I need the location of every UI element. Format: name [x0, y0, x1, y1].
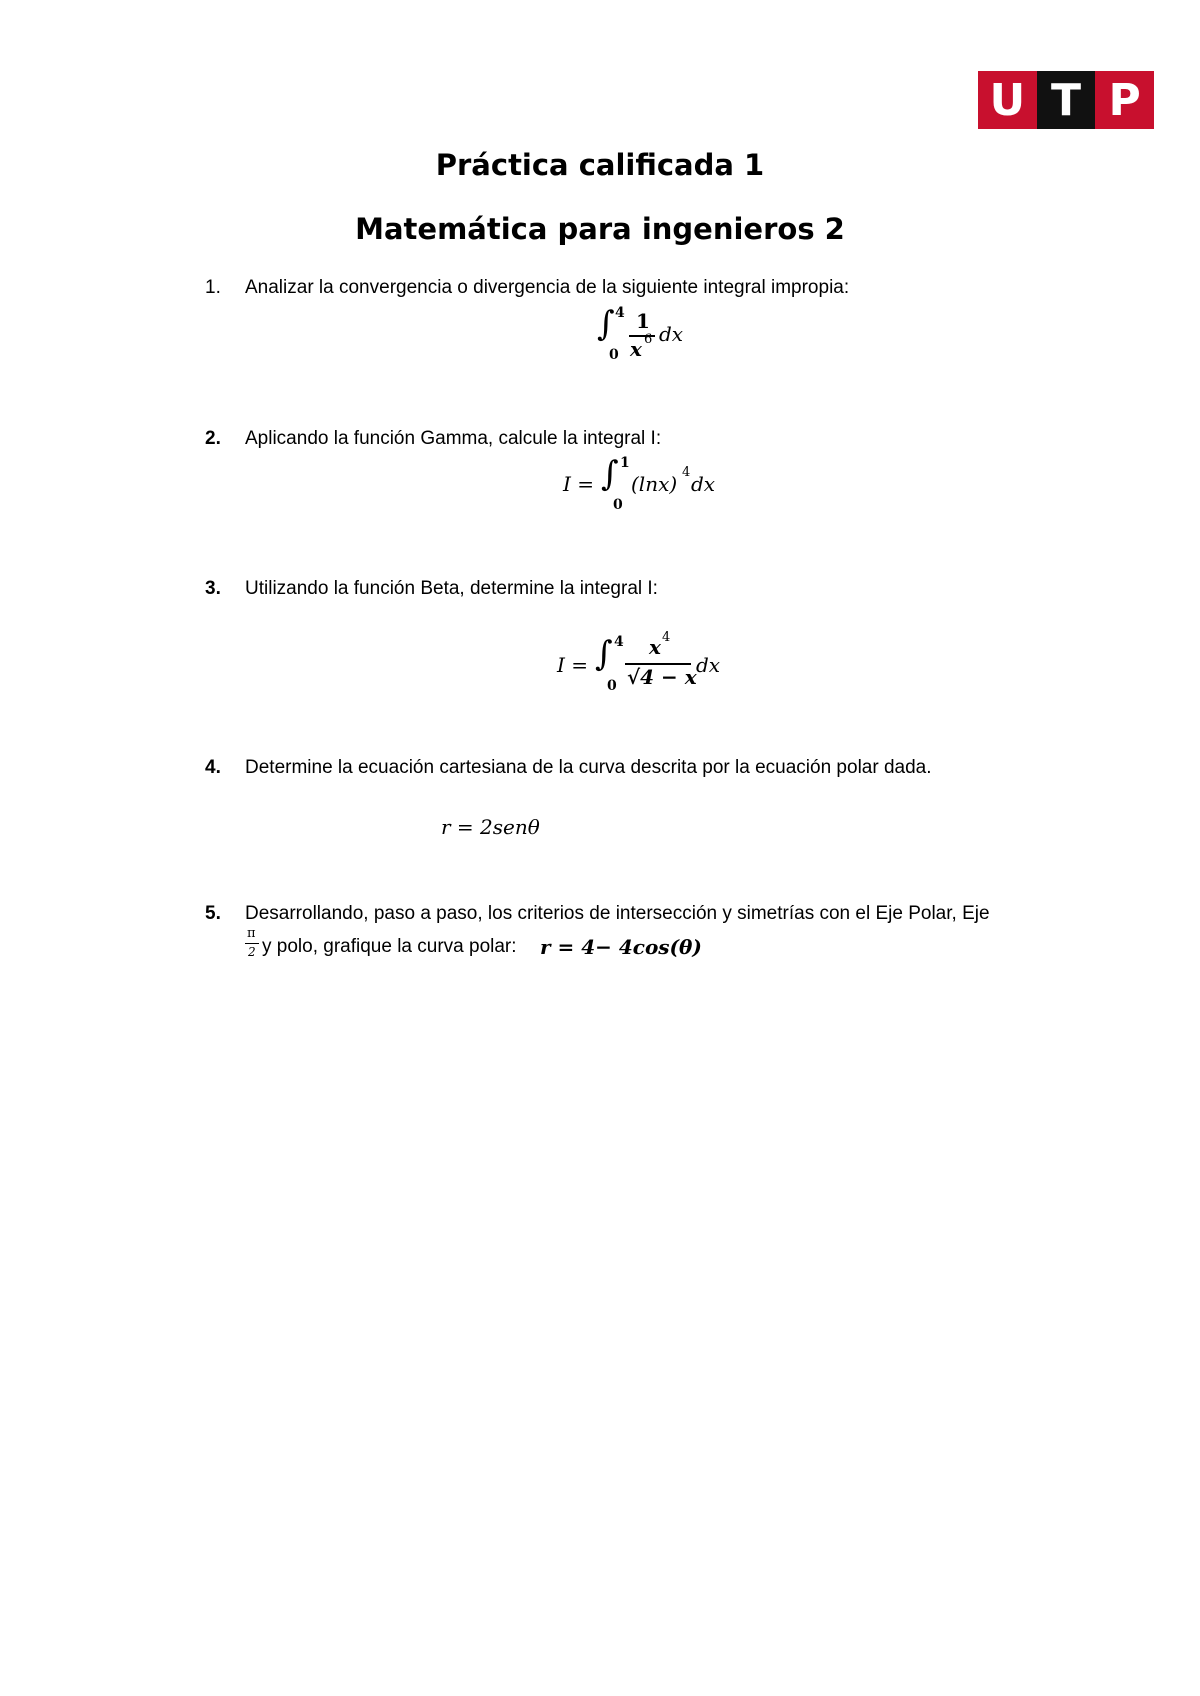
integral-2-exponent: 4	[682, 465, 691, 480]
problem-5-number: 5.	[205, 903, 221, 924]
problem-5-text: Desarrollando, paso a paso, los criterios de intersección y simetrías con el Eje Polar, Eje	[245, 903, 990, 924]
polar-curve-equation: r = 4− 4cos(θ)	[540, 935, 702, 959]
problem-3-text: Utilizando la función Beta, determine la integral I:	[245, 578, 658, 599]
pi-over-two	[245, 926, 261, 966]
problem-4-number: 4.	[205, 757, 221, 778]
problem-1-number: 1.	[205, 277, 221, 298]
integral-3-numerator-exponent: 4	[662, 630, 671, 645]
integral-3-denominator: √4 − x	[627, 665, 697, 689]
integral-2-upper-limit: 1	[620, 455, 630, 471]
page-title: Práctica calificada 1	[435, 148, 765, 182]
integral-3-lower-limit: 0	[607, 678, 617, 694]
integral-3-numerator: x	[649, 635, 661, 659]
integral-1-differential: dx	[659, 322, 684, 346]
integral-2-differential: dx	[691, 472, 716, 496]
page-subtitle: Matemática para ingenieros 2	[355, 212, 845, 246]
logo-letter-t: T	[1037, 71, 1096, 129]
integral-3: I = ∫ 4 0 x 4 √4 − x dx	[557, 630, 721, 694]
pi-symbol: π	[247, 926, 256, 941]
problem-1-text: Analizar la convergencia o divergencia de la siguiente integral impropia:	[245, 277, 850, 298]
integral-3-upper-limit: 4	[614, 634, 624, 650]
integral-1-denominator: x	[630, 337, 642, 361]
problem-2-text: Aplicando la función Gamma, calcule la integral I:	[245, 428, 662, 449]
integral-1-upper-limit: 4	[615, 305, 625, 321]
integral-2-integrand: (lnx)	[631, 472, 678, 496]
problem-4-text: Determine la ecuación cartesiana de la curva descrita por la ecuación polar dada.	[245, 757, 932, 778]
integral-2: I = ∫ 1 0 (lnx) 4 dx	[563, 454, 716, 513]
integral-2-lhs: I =	[563, 472, 595, 496]
integral-1: ∫ 4 0 1 x 6 dx	[597, 304, 684, 363]
two-symbol: 2	[248, 945, 256, 959]
utp-logo	[978, 71, 1154, 129]
logo-letter-p: P	[1095, 71, 1154, 129]
integral-1-exponent: 6	[644, 332, 653, 347]
integral-2-lower-limit: 0	[613, 497, 623, 513]
polar-equation: r = 2senθ	[441, 815, 540, 839]
problem-3-number: 3.	[205, 578, 221, 599]
problem-5-line2: y polo, grafique la curva polar:	[262, 936, 517, 957]
problem-2-number: 2.	[205, 428, 221, 449]
integral-1-numerator: 1	[636, 309, 650, 333]
fraction-bar	[245, 943, 259, 944]
integral-3-lhs: I =	[557, 653, 589, 677]
integral-3-differential: dx	[696, 653, 721, 677]
logo-letter-u: U	[978, 71, 1037, 129]
integral-1-lower-limit: 0	[609, 347, 619, 363]
